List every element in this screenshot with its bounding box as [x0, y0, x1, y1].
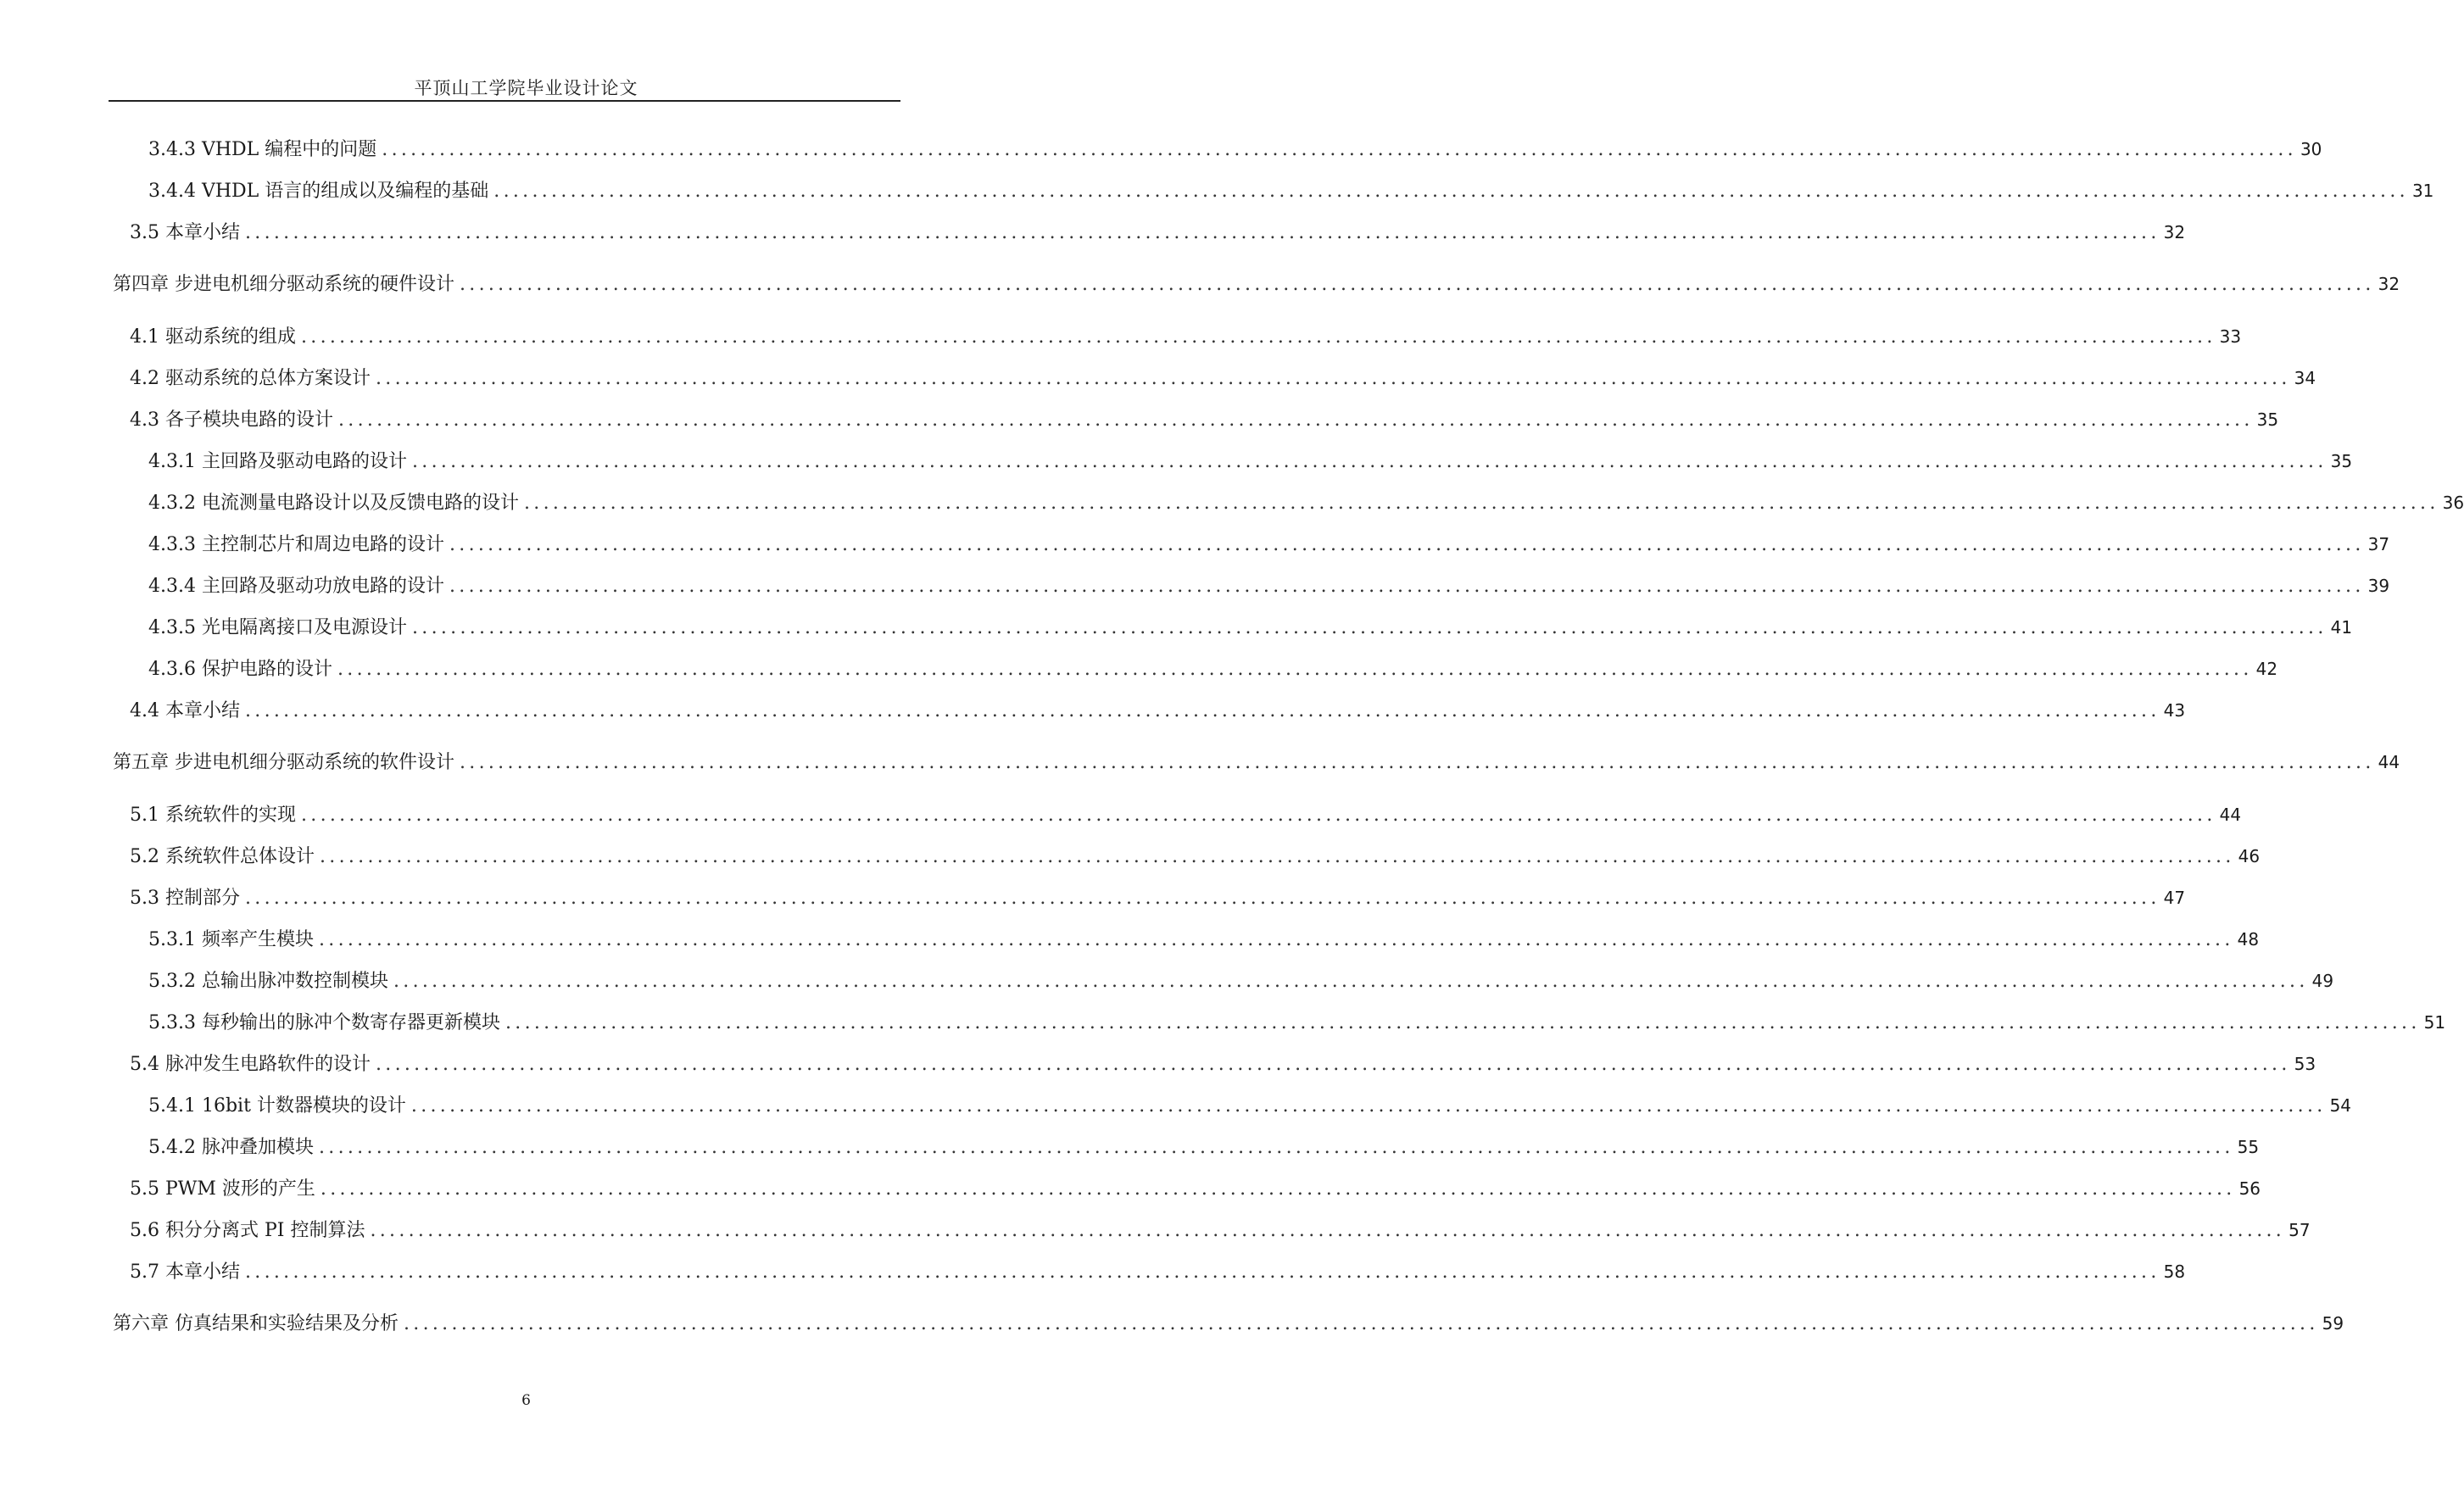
- toc-entry-title: 4.3.5 光电隔离接口及电源设计: [148, 617, 407, 638]
- toc-entry-page: 43: [2163, 700, 2186, 721]
- toc-leader-dots: ........................................................................................................................................................................................................: [411, 617, 2327, 638]
- toc-entry-title: 4.3.2 电流测量电路设计以及反馈电路的设计: [148, 493, 519, 514]
- toc-entry-page: 36: [2442, 493, 2464, 513]
- toc-entry-page: 32: [2378, 274, 2400, 294]
- toc-entry-title: 5.6 积分分离式 PI 控制算法: [130, 1220, 365, 1241]
- toc-entry-title: 4.3.4 主回路及驱动功放电路的设计: [148, 576, 444, 597]
- toc-entry-title: 5.7 本章小结: [130, 1261, 240, 1283]
- toc-leader-dots: ........................................................................................................................................................................................................: [244, 888, 2160, 909]
- toc-entry-title: 4.4 本章小结: [130, 700, 240, 721]
- toc-entry-page: 34: [2294, 368, 2316, 388]
- toc-leader-dots: ........................................................................................................................................................................................................: [523, 493, 2439, 514]
- header-title: 平顶山工学院毕业设计论文: [414, 78, 638, 98]
- toc-entry-title: 4.2 驱动系统的总体方案设计: [130, 368, 371, 389]
- toc-leader-dots: ........................................................................................................................................................................................................: [370, 1220, 2286, 1241]
- toc-leader-dots: ........................................................................................................................................................................................................: [244, 222, 2160, 243]
- toc-entry-title: 5.3.1 频率产生模块: [148, 929, 314, 950]
- toc-entry: [148, 1094, 2352, 1118]
- toc-leader-dots: ........................................................................................................................................................................................................: [493, 181, 2409, 202]
- toc-entry: [130, 220, 2186, 245]
- header-rule: [109, 100, 900, 102]
- toc-leader-dots: ........................................................................................................................................................................................................: [318, 929, 2234, 950]
- toc-entry-page: 54: [2329, 1095, 2352, 1116]
- toc-entry-title: 5.3 控制部分: [130, 888, 240, 909]
- toc-entry: [130, 886, 2186, 911]
- toc-entry-title: 4.3.3 主控制芯片和周边电路的设计: [148, 534, 444, 555]
- toc-entry-page: 33: [2219, 326, 2242, 347]
- toc-entry-title: 3.5 本章小结: [130, 222, 240, 243]
- toc-entry: [148, 449, 2353, 474]
- toc-entry-page: 53: [2294, 1054, 2316, 1074]
- toc-leader-dots: ........................................................................................................................................................................................................: [393, 971, 2309, 992]
- toc-entry-title: 第五章 步进电机细分驱动系统的软件设计: [113, 752, 454, 773]
- toc-entry-title: 5.3.3 每秒输出的脉冲个数寄存器更新模块: [148, 1012, 500, 1033]
- toc-entry-title: 4.3.6 保护电路的设计: [148, 659, 332, 680]
- toc-entry-page: 42: [2255, 659, 2278, 679]
- toc-leader-dots: ........................................................................................................................................................................................................: [404, 1313, 2319, 1334]
- page-number: 6: [521, 1392, 531, 1409]
- toc-entry-page: 32: [2163, 222, 2186, 242]
- toc-leader-dots: ........................................................................................................................................................................................................: [337, 659, 2253, 680]
- toc-entry-page: 49: [2311, 971, 2334, 991]
- toc-entry-page: 39: [2367, 576, 2390, 596]
- toc-entry-title: 5.4 脉冲发生电路软件的设计: [130, 1054, 371, 1075]
- toc-entry: [130, 408, 2279, 432]
- toc-entry-page: 59: [2322, 1313, 2344, 1334]
- toc-leader-dots: ........................................................................................................................................................................................................: [449, 576, 2365, 597]
- toc-entry-page: 46: [2238, 846, 2261, 866]
- toc-entry-title: 5.3.2 总输出脉冲数控制模块: [148, 971, 388, 992]
- toc-leader-dots: ........................................................................................................................................................................................................: [410, 1095, 2327, 1117]
- toc-entry: [130, 1260, 2186, 1284]
- toc-entry: [130, 844, 2261, 869]
- toc-entry: [148, 657, 2278, 682]
- toc-leader-dots: ........................................................................................................................................................................................................: [300, 805, 2216, 826]
- toc-entry: [113, 272, 2400, 297]
- toc-entry: [130, 803, 2242, 827]
- toc-entry: [130, 1177, 2261, 1201]
- toc-entry-title: 4.1 驱动系统的组成: [130, 326, 296, 348]
- toc-entry-page: 51: [2423, 1012, 2446, 1033]
- toc-leader-dots: ........................................................................................................................................................................................................: [320, 1178, 2236, 1200]
- toc-entry-page: 44: [2219, 805, 2242, 825]
- toc-entry-title: 4.3.1 主回路及驱动电路的设计: [148, 451, 407, 472]
- toc-entry-page: 35: [2256, 409, 2279, 430]
- toc-leader-dots: ........................................................................................................................................................................................................: [244, 1261, 2160, 1283]
- toc-leader-dots: ........................................................................................................................................................................................................: [375, 1054, 2291, 1075]
- toc-entry-page: 48: [2237, 929, 2260, 950]
- toc-entry-page: 58: [2163, 1261, 2186, 1282]
- toc-entry-page: 44: [2378, 752, 2400, 772]
- toc-entry: [113, 750, 2400, 775]
- toc-entry: [148, 969, 2334, 994]
- toc-entry: [148, 574, 2390, 599]
- toc-entry-title: 5.1 系统软件的实现: [130, 805, 296, 826]
- toc-entry-title: 5.4.2 脉冲叠加模块: [148, 1137, 314, 1158]
- toc-entry: [148, 137, 2322, 162]
- toc-entry-title: 3.4.4 VHDL 语言的组成以及编程的基础: [148, 181, 489, 202]
- toc-leader-dots: ........................................................................................................................................................................................................: [337, 409, 2254, 431]
- toc-leader-dots: ........................................................................................................................................................................................................: [319, 846, 2235, 867]
- toc-entry-page: 35: [2330, 451, 2353, 471]
- toc-entry-title: 第四章 步进电机细分驱动系统的硬件设计: [113, 274, 454, 295]
- toc-entry: [130, 366, 2316, 391]
- toc-entry: [130, 1052, 2316, 1077]
- toc-leader-dots: ........................................................................................................................................................................................................: [460, 274, 2375, 295]
- toc-entry: [148, 532, 2390, 557]
- toc-entry-page: 30: [2300, 139, 2322, 159]
- toc-entry: [148, 1011, 2446, 1035]
- toc-entry-page: 56: [2238, 1178, 2261, 1199]
- toc-leader-dots: ........................................................................................................................................................................................................: [505, 1012, 2421, 1033]
- toc-entry: [130, 1218, 2311, 1243]
- toc-entry: [113, 1312, 2344, 1336]
- toc-leader-dots: ........................................................................................................................................................................................................: [382, 139, 2297, 160]
- toc-leader-dots: ........................................................................................................................................................................................................: [300, 326, 2216, 348]
- toc-entry-title: 3.4.3 VHDL 编程中的问题: [148, 139, 377, 160]
- toc-entry-title: 5.5 PWM 波形的产生: [130, 1178, 315, 1200]
- toc-leader-dots: ........................................................................................................................................................................................................: [449, 534, 2365, 555]
- toc-entry-title: 5.4.1 16bit 计数器模块的设计: [148, 1095, 406, 1117]
- toc-entry: [148, 1135, 2260, 1160]
- toc-entry: [148, 491, 2464, 515]
- toc-leader-dots: ........................................................................................................................................................................................................: [460, 752, 2375, 773]
- toc-entry: [148, 179, 2434, 203]
- toc-entry-page: 31: [2411, 181, 2434, 201]
- toc-leader-dots: ........................................................................................................................................................................................................: [318, 1137, 2234, 1158]
- toc-entry-page: 37: [2367, 534, 2390, 554]
- toc-entry: [148, 615, 2353, 640]
- toc-entry-page: 47: [2163, 888, 2186, 908]
- toc-entry-page: 57: [2288, 1220, 2311, 1240]
- toc-entry: [148, 927, 2260, 952]
- toc-leader-dots: ........................................................................................................................................................................................................: [411, 451, 2327, 472]
- toc-entry-title: 4.3 各子模块电路的设计: [130, 409, 333, 431]
- toc-entry-title: 第六章 仿真结果和实验结果及分析: [113, 1313, 399, 1334]
- toc-entry-page: 55: [2237, 1137, 2260, 1157]
- toc-leader-dots: ........................................................................................................................................................................................................: [244, 700, 2160, 721]
- toc-entry: [130, 325, 2242, 349]
- toc-entry-title: 5.2 系统软件总体设计: [130, 846, 315, 867]
- toc-entry-page: 41: [2330, 617, 2353, 638]
- toc-entry: [130, 699, 2186, 723]
- toc-leader-dots: ........................................................................................................................................................................................................: [375, 368, 2291, 389]
